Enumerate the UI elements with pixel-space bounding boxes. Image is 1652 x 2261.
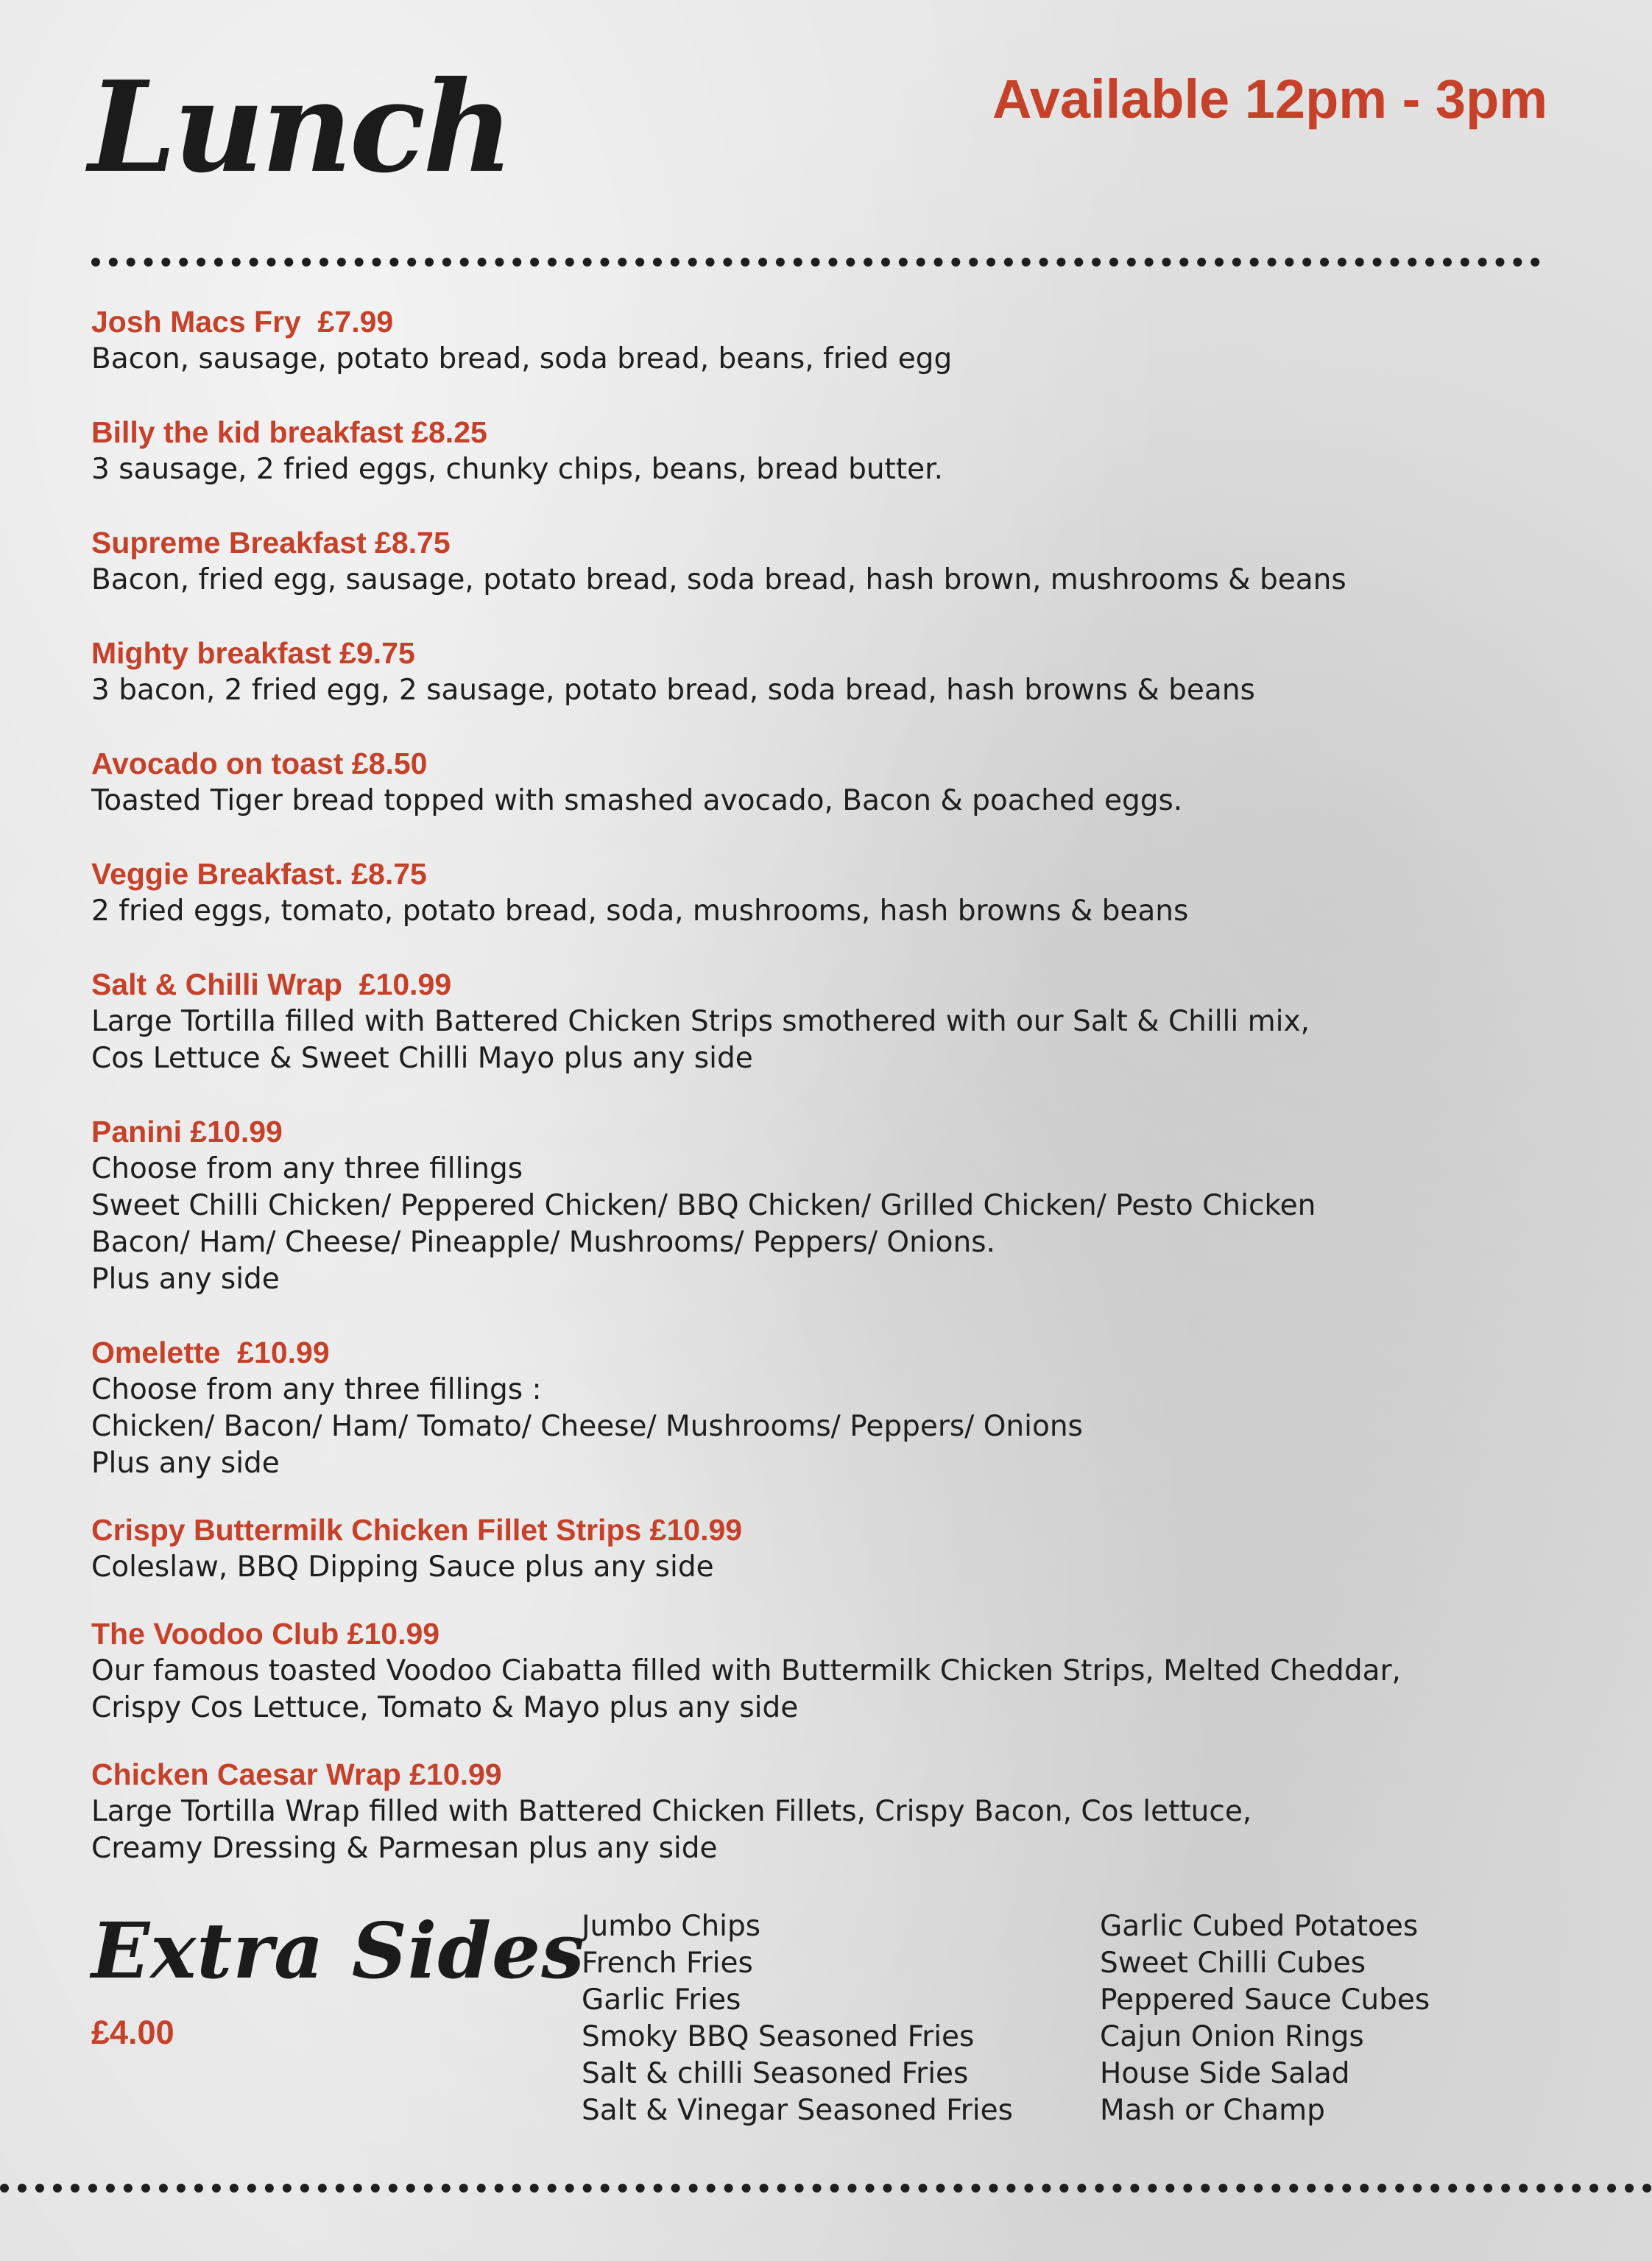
menu-item-description: 3 bacon, 2 fried egg, 2 sausage, potato bread, soda bread, hash browns & beans bbox=[91, 674, 1255, 707]
menu-item bbox=[91, 1512, 1564, 1586]
menu-item-description: 3 sausage, 2 fried eggs, chunky chips, beans, bread butter. bbox=[91, 453, 943, 486]
menu-item-description: Creamy Dressing & Parmesan plus any side bbox=[91, 1832, 718, 1865]
side-item: French Fries bbox=[582, 1947, 753, 1980]
menu-item bbox=[91, 966, 1564, 1077]
side-item: Sweet Chilli Cubes bbox=[1100, 1947, 1366, 1980]
menu-item-description: 2 fried eggs, tomato, potato bread, soda, mushrooms, hash browns & beans bbox=[91, 895, 1189, 928]
sides-column-2 bbox=[1100, 1908, 1430, 2129]
side-item: Cajun Onion Rings bbox=[1100, 2020, 1364, 2053]
menu-item bbox=[91, 635, 1564, 709]
extra-sides-price: £4.00 bbox=[91, 2014, 174, 2051]
side-item: Garlic Cubed Potatoes bbox=[1100, 1910, 1419, 1943]
menu-item-description: Plus any side bbox=[91, 1263, 280, 1296]
top-dotted-divider bbox=[91, 258, 1540, 267]
menu-item-title: Mighty breakfast £9.75 bbox=[91, 636, 415, 670]
menu-item-title: Billy the kid breakfast £8.25 bbox=[91, 415, 487, 449]
menu-item bbox=[91, 1756, 1564, 1867]
side-item: Salt & chilli Seasoned Fries bbox=[582, 2057, 969, 2090]
side-item: Salt & Vinegar Seasoned Fries bbox=[582, 2094, 1013, 2127]
menu-item bbox=[91, 303, 1564, 378]
menu-title: Lunch bbox=[88, 54, 511, 201]
menu-item-description: Bacon, fried egg, sausage, potato bread, soda bread, hash brown, mushrooms & beans bbox=[91, 563, 1346, 596]
menu-item-title: Omelette £10.99 bbox=[91, 1336, 330, 1369]
menu-item-title: Avocado on toast £8.50 bbox=[91, 747, 428, 780]
menu-item-description: Large Tortilla Wrap filled with Battered Chicken Fillets, Crispy Bacon, Cos lettuce, bbox=[91, 1795, 1252, 1828]
menu-item bbox=[91, 524, 1564, 599]
menu-item bbox=[91, 856, 1564, 930]
menu-item-description: Coleslaw, BBQ Dipping Sauce plus any side bbox=[91, 1551, 714, 1584]
menu-item-description: Choose from any three fillings : bbox=[91, 1373, 542, 1406]
bottom-dotted-divider bbox=[0, 2184, 1652, 2193]
side-item: Smoky BBQ Seasoned Fries bbox=[582, 2020, 975, 2053]
menu-item-description: Cos Lettuce & Sweet Chilli Mayo plus any side bbox=[91, 1042, 753, 1075]
menu-item-title: Veggie Breakfast. £8.75 bbox=[91, 857, 427, 891]
availability-hours: Available 12pm - 3pm bbox=[992, 68, 1547, 130]
menu-item-description: Toasted Tiger bread topped with smashed avocado, Bacon & poached eggs. bbox=[91, 784, 1183, 817]
sides-column-1 bbox=[582, 1908, 1013, 2129]
menu-item-title: Josh Macs Fry £7.99 bbox=[91, 305, 394, 339]
menu-item-description: Plus any side bbox=[91, 1447, 280, 1480]
menu-item-description: Bacon, sausage, potato bread, soda bread, beans, fried egg bbox=[91, 342, 953, 375]
menu-item bbox=[91, 414, 1564, 488]
menu-item-title: Supreme Breakfast £8.75 bbox=[91, 526, 451, 560]
menu-item-title: Panini £10.99 bbox=[91, 1115, 283, 1149]
menu-item-description: Crispy Cos Lettuce, Tomato & Mayo plus any side bbox=[91, 1691, 799, 1724]
side-item: Mash or Champ bbox=[1100, 2094, 1325, 2127]
menu-item bbox=[91, 745, 1564, 819]
menu-item-description: Bacon/ Ham/ Cheese/ Pineapple/ Mushrooms/ Peppers/ Onions. bbox=[91, 1226, 995, 1259]
menu-item-description: Our famous toasted Voodoo Ciabatta filled with Buttermilk Chicken Strips, Melted Cheddar, bbox=[91, 1654, 1401, 1687]
side-item: Peppered Sauce Cubes bbox=[1100, 1983, 1430, 2017]
menu-item-title: The Voodoo Club £10.99 bbox=[91, 1617, 440, 1651]
side-item: Garlic Fries bbox=[582, 1983, 741, 2017]
side-item: House Side Salad bbox=[1100, 2057, 1350, 2090]
menu-item-title: Crispy Buttermilk Chicken Fillet Strips £10.99 bbox=[91, 1513, 743, 1547]
menu-items-list bbox=[91, 303, 1564, 1867]
menu-item-description: Choose from any three fillings bbox=[91, 1152, 523, 1185]
menu-item-description: Large Tortilla filled with Battered Chicken Strips smothered with our Salt & Chilli mix, bbox=[91, 1005, 1310, 1038]
menu-item-title: Chicken Caesar Wrap £10.99 bbox=[91, 1757, 502, 1791]
menu-item-description: Sweet Chilli Chicken/ Peppered Chicken/ BBQ Chicken/ Grilled Chicken/ Pesto Chicken bbox=[91, 1189, 1316, 1222]
menu-item-title: Salt & Chilli Wrap £10.99 bbox=[91, 967, 452, 1001]
side-item: Jumbo Chips bbox=[582, 1910, 761, 1943]
extra-sides-title: Extra Sides bbox=[91, 1905, 585, 1996]
menu-item bbox=[91, 1334, 1564, 1482]
menu-item bbox=[91, 1113, 1564, 1298]
menu-item-description: Chicken/ Bacon/ Ham/ Tomato/ Cheese/ Mushrooms/ Peppers/ Onions bbox=[91, 1410, 1083, 1443]
menu-item bbox=[91, 1615, 1564, 1726]
